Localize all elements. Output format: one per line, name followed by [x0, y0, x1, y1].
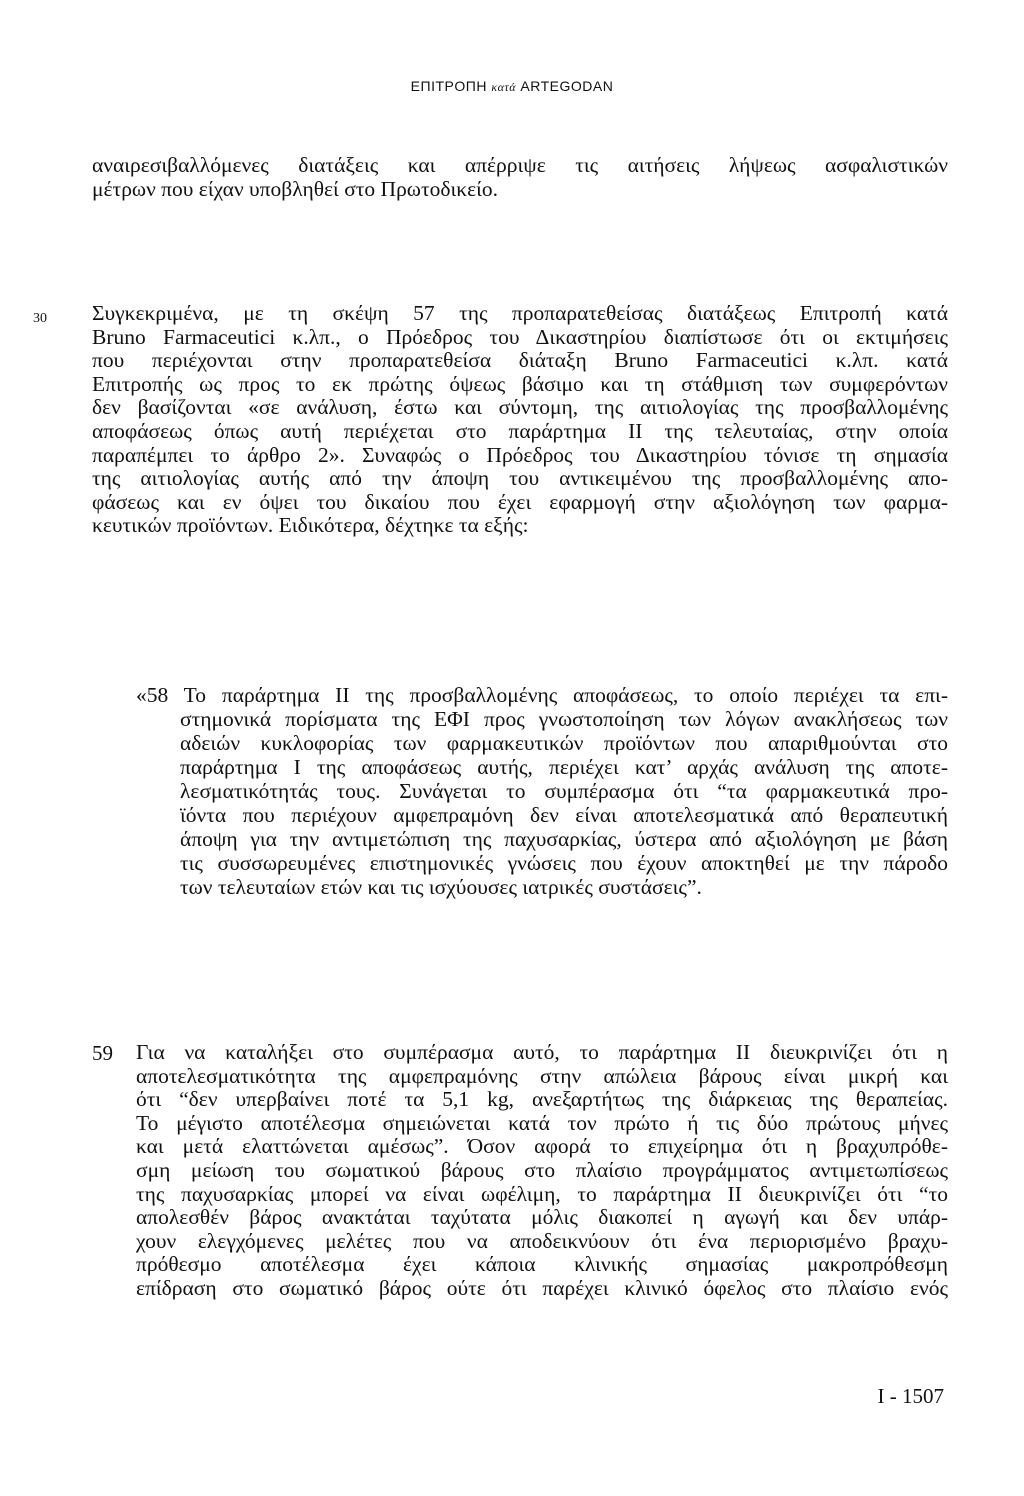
paragraph-59 — [136, 1041, 948, 1301]
paragraph-number: 30 — [33, 311, 47, 326]
text-line: άποψη για την αντιμετώπιση της παχυσαρκίας, ύστερα από αξιολόγηση με βάση — [180, 827, 948, 851]
text-line: φάσεως και εν όψει του δικαίου που έχει εφαρμογή στην αξιολόγηση των φαρμα- — [92, 489, 948, 514]
text-line: «58 Το παράρτημα II της προσβαλλομένης αποφάσεως, το οποίο περιέχει τα επι- — [136, 683, 948, 707]
text-line: αναιρεσιβαλλόμενες διατάξεις και απέρριψε τις αιτήσεις λήψεως ασφαλιστικών — [92, 153, 948, 177]
text-line: που περιέχονται στην προπαρατεθείσα διάταξη Bruno Farmaceutici κ.λπ. κατά — [92, 348, 948, 373]
text-line: δεν βασίζονται «σε ανάλυση, έστω και σύντομη, της αιτιολογίας της προσβαλλομένης — [92, 395, 948, 420]
text-line: αποτελεσματικότητα της αμφεπραμόνης στην απώλεια βάρους είναι μικρή και — [136, 1063, 948, 1088]
text-line: Επιτροπής ως προς το εκ πρώτης όψεως βάσιμο και τη στάθμιση των συμφερόντων — [92, 371, 948, 396]
paragraph-30 — [92, 302, 948, 538]
text-line: Το μέγιστο αποτέλεσμα σημειώνεται κατά τον πρώτο ή τις δύο πρώτους μήνες — [136, 1110, 948, 1135]
text-line: αδειών κυκλοφορίας των φαρμακευτικών προϊόντων που απαριθμούνται στο — [180, 731, 948, 755]
text-line: πρόθεσμο αποτέλεσμα έχει κάποια κλινικής σημασίας μακροπρόθεσμη — [136, 1252, 948, 1277]
text-line: και μετά ελαττώνεται αμέσως”. Όσον αφορά το επιχείρημα ότι η βραχυπρόθε- — [136, 1134, 948, 1159]
page-number: I - 1507 — [877, 1384, 944, 1408]
text-line: αποφάσεως όπως αυτή περιέχεται στο παράρτημα II της τελευταίας, στην οποία — [92, 418, 948, 443]
text-line: της παχυσαρκίας μπορεί να είναι ωφέλιμη, το παράρτημα II διευκρινίζει ότι “το — [136, 1181, 948, 1206]
text-line: απολεσθέν βάρος ανακτάται ταχύτατα μόλις διακοπεί η αγωγή και δεν υπάρ- — [136, 1205, 948, 1230]
header-right: ARTEGODAN — [520, 78, 614, 94]
header-mid: κατά — [491, 80, 517, 94]
text-line: λεσματικότητάς τους. Συνάγεται το συμπέρασμα ότι “τα φαρμακευτικά προ- — [180, 779, 948, 803]
quoted-paragraph-58 — [136, 683, 948, 899]
text-line: παράρτημα I της αποφάσεως αυτής, περιέχει κατ’ αρχάς ανάλυση της αποτε- — [180, 755, 948, 779]
text-line: Για να καταλήξει στο συμπέρασμα αυτό, το παράρτημα II διευκρινίζει ότι η — [136, 1040, 948, 1064]
text-line: σμη μείωση του σωματικού βάρους στο πλαίσιο προγράμματος αντιμετωπίσεως — [136, 1157, 948, 1182]
paragraph-number: 59 — [92, 1041, 113, 1065]
text-line: της αιτιολογίας αυτής από την άποψη του αντικειμένου της προσβαλλομένης απο- — [92, 466, 948, 491]
text-line: ότι “δεν υπερβαίνει ποτέ τα 5,1 kg, ανεξαρτήτως της διάρκειας της θεραπείας. — [136, 1087, 948, 1112]
text-line: χουν ελεγχόμενες μελέτες που να αποδεικνύουν ότι ένα περιορισμένο βραχυ- — [136, 1228, 948, 1253]
text-line: παραπέμπει το άρθρο 2». Συναφώς ο Πρόεδρος του Δικαστηρίου τόνισε τη σημασία — [92, 442, 948, 467]
text-line: κευτικών προϊόντων. Ειδικότερα, δέχτηκε τα εξής: — [92, 513, 529, 538]
text-line: επίδραση στο σωματικό βάρος ούτε ότι παρέχει κλινικό όφελος στο πλαίσιο ενός — [136, 1275, 948, 1300]
text-line: Συγκεκριμένα, με τη σκέψη 57 της προπαρατεθείσας διατάξεως Επιτροπή κατά — [92, 301, 948, 325]
text-line: Bruno Farmaceutici κ.λπ., ο Πρόεδρος του Δικαστηρίου διαπίστωσε ότι οι εκτιμήσεις — [92, 324, 948, 349]
running-header — [0, 78, 1024, 95]
text-line: στημονικά πορίσματα της ΕΦΙ προς γνωστοποίηση των λόγων ανακλήσεως των — [180, 707, 948, 731]
text-line: των τελευταίων ετών και τις ισχύουσες ιατρικές συστάσεις”. — [180, 875, 702, 899]
text-line: ϊόντα που περιέχουν αμφεπραμόνη δεν είναι αποτελεσματικά από θεραπευτική — [180, 803, 948, 827]
text-line: μέτρων που είχαν υποβληθεί στο Πρωτοδικείο. — [92, 176, 499, 201]
intro-paragraph — [92, 154, 948, 201]
header-left: ΕΠΙΤΡΟΠΗ — [410, 78, 487, 94]
text-line: τις συσσωρευμένες επιστημονικές γνώσεις που έχουν αποκτηθεί με την πάροδο — [180, 851, 948, 875]
